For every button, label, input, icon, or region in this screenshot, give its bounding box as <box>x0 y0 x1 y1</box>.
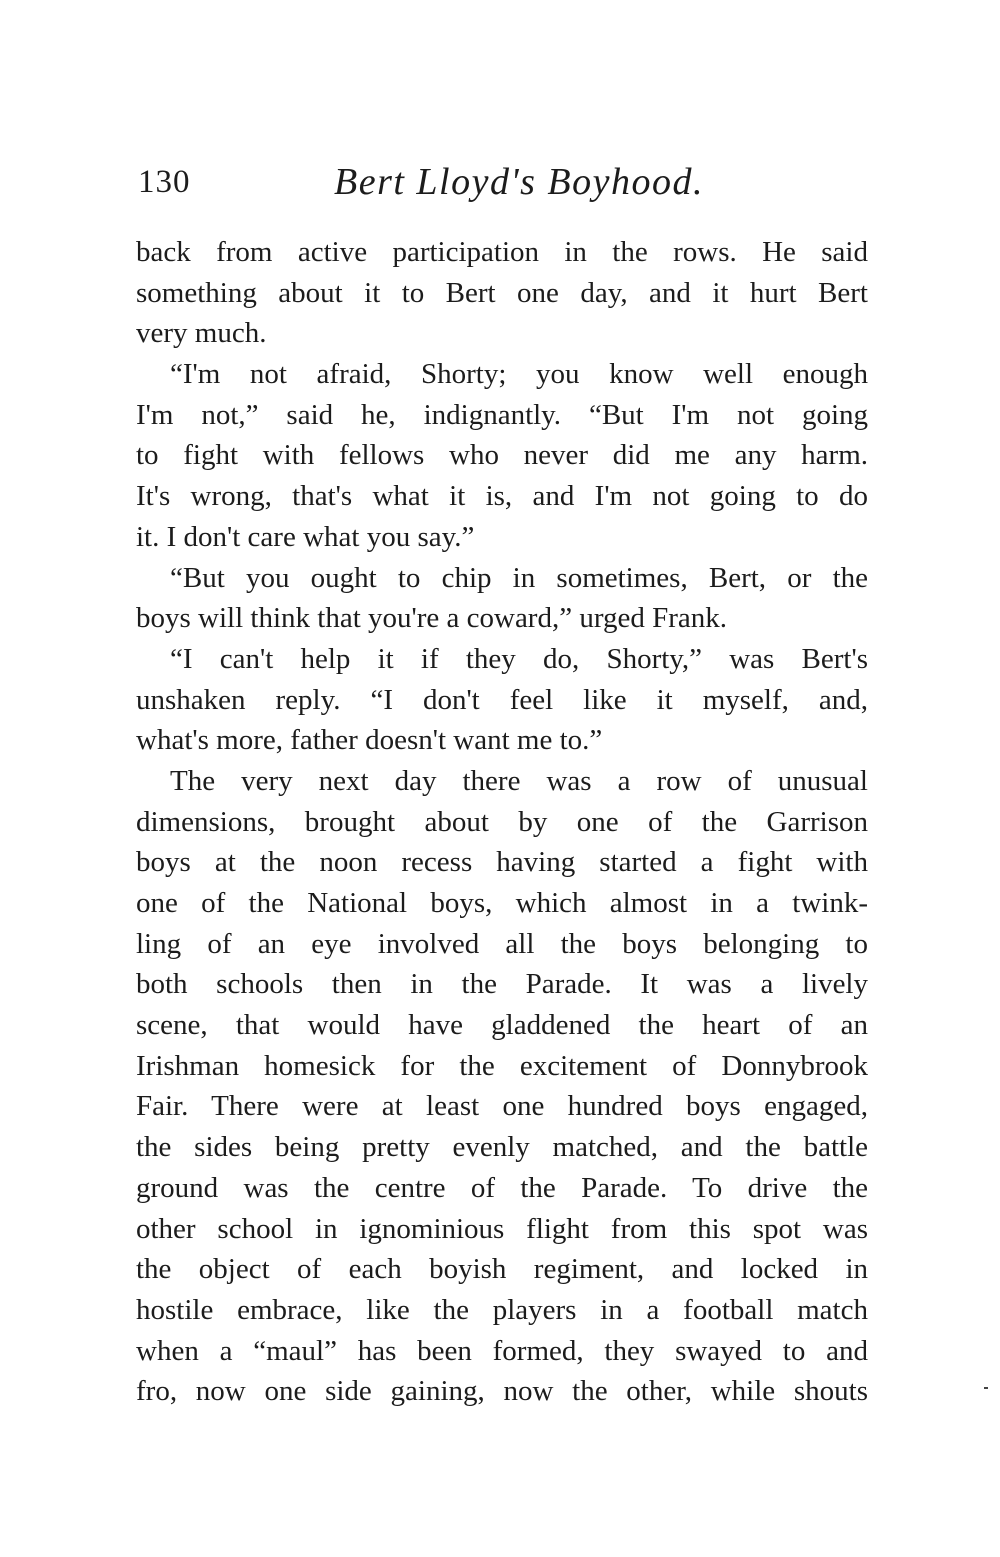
text-line: what's more, father doesn't want me to.” <box>136 724 603 757</box>
text-line: ling of an eye involved all the boys belonging to <box>136 927 868 960</box>
text-line: fro, now one side gaining, now the other, while shouts <box>136 1375 868 1408</box>
running-head <box>138 158 878 210</box>
text-line: both schools then in the Parade. It was a lively <box>136 968 868 1001</box>
text-line: the object of each boyish regiment, and locked in <box>136 1253 868 1286</box>
text-line: very much. <box>136 317 267 350</box>
text-line: other school in ignominious flight from this spot was <box>136 1212 868 1245</box>
text-line: “I can't help it if they do, Shorty,” was Bert's <box>170 642 868 675</box>
page-number: 130 <box>138 164 191 200</box>
text-line: It's wrong, that's what it is, and I'm not going to do <box>136 480 868 513</box>
text-line: “I'm not afraid, Shorty; you know well enough <box>170 358 868 391</box>
text-line: Irishman homesick for the excitement of Donnybrook <box>136 1049 868 1082</box>
text-line: when a “maul” has been formed, they swayed to and <box>136 1334 868 1367</box>
text-line: something about it to Bert one day, and it hurt Bert <box>136 276 868 309</box>
text-line: it. I don't care what you say.” <box>136 520 475 553</box>
text-line: “But you ought to chip in sometimes, Bert, or the <box>170 561 868 594</box>
text-line: boys at the noon recess having started a fight with <box>136 846 868 879</box>
text-line: the sides being pretty evenly matched, and the battle <box>136 1131 868 1164</box>
text-line: to fight with fellows who never did me any harm. <box>136 439 868 472</box>
text-line: dimensions, brought about by one of the Garrison <box>136 805 868 838</box>
text-line: The very next day there was a row of unusual <box>170 764 868 797</box>
text-line: boys will think that you're a coward,” urged Frank. <box>136 602 728 635</box>
text-line: hostile embrace, like the players in a football match <box>136 1293 868 1326</box>
text-line: unshaken reply. “I don't feel like it myself, and, <box>136 683 868 716</box>
scan-speck <box>984 1387 988 1389</box>
text-line: back from active participation in the rows. He said <box>136 236 868 268</box>
body-text <box>136 232 868 1412</box>
text-line: scene, that would have gladdened the heart of an <box>136 1009 868 1042</box>
text-line: Fair. There were at least one hundred boys engaged, <box>136 1090 868 1123</box>
text-line: ground was the centre of the Parade. To drive the <box>136 1171 868 1204</box>
text-line: one of the National boys, which almost in a twink- <box>136 887 868 919</box>
text-line: I'm not,” said he, indignantly. “But I'm not going <box>136 398 868 431</box>
running-title: Bert Lloyd's Boyhood. <box>334 161 704 203</box>
